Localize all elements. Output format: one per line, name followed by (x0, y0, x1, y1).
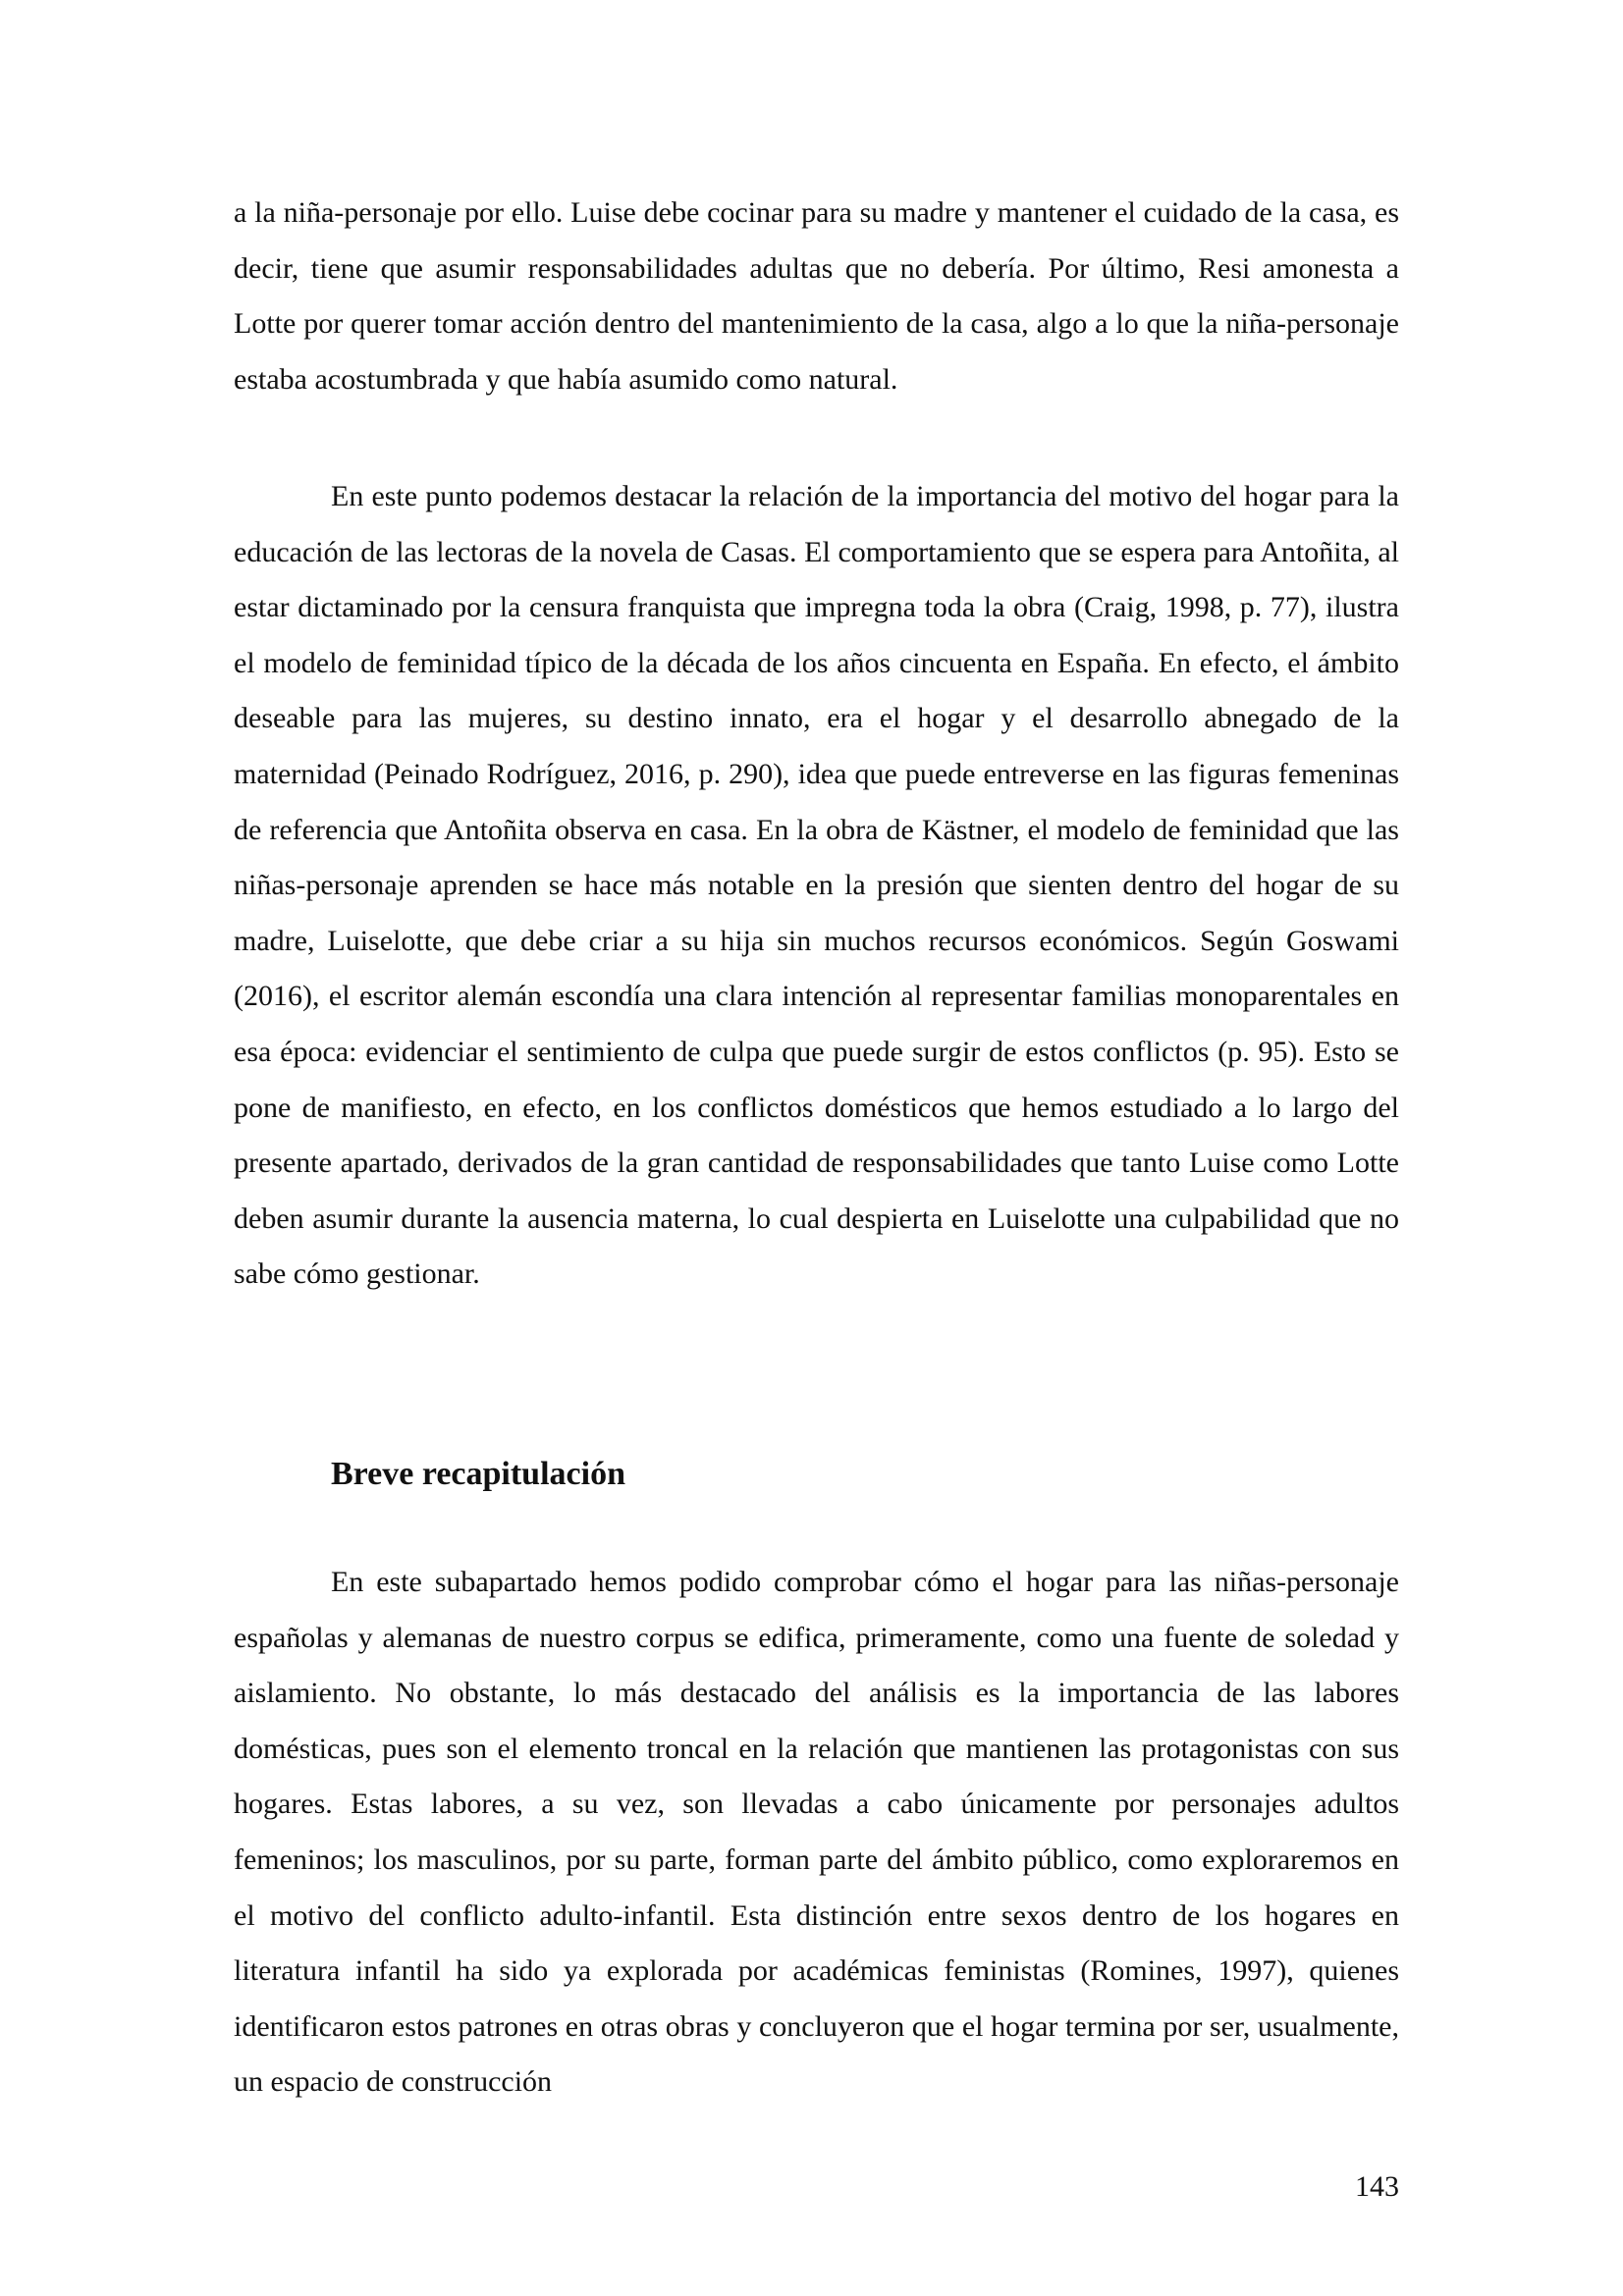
paragraph-recapitulacion: En este subapartado hemos podido comprobar cómo el hogar para las niñas-personaje españolas y alemanas de nuestro corpus se edifica, primeramente, como una fuente de soledad y aislamiento. No obstante, lo más destacado del análisis es la importancia de las labores domésticas, pues son el elemento troncal en la relación que mantienen las protagonistas con sus hogares. Estas labores, a su vez, son llevadas a cabo únicamente por personajes adultos femeninos; los masculinos, por su parte, forman parte del ámbito público, como exploraremos en el motivo del conflicto adulto-infantil. Esta distinción entre sexos dentro de los hogares en literatura infantil ha sido ya explorada por académicas feministas (Romines, 1997), quienes identificaron estos patrones en otras obras y concluyeron que el hogar termina por ser, usualmente, un espacio de construcción (234, 1566, 1399, 2099)
page-number: 143 (1355, 2170, 1399, 2203)
paragraph-continuation: a la niña-personaje por ello. Luise debe cocinar para su madre y mantener el cuidado de la casa, es decir, tiene que asumir responsabilidades adultas que no debería. Por último, Resi amonesta a Lotte por querer tomar acción dentro del mantenimiento de la casa, algo a lo que la niña-personaje estaba acostumbrada y que había asumido como natural. (234, 196, 1399, 396)
section-heading: Breve recapitulación (331, 1456, 625, 1492)
paragraph-hogar-educacion: En este punto podemos destacar la relación de la importancia del motivo del hogar para la educación de las lectoras de la novela de Casas. El comportamiento que se espera para Antoñita, al estar dictaminado por la censura franquista que impregna toda la obra (Craig, 1998, p. 77), ilustra el modelo de feminidad típico de la década de los años cincuenta en España. En efecto, el ámbito deseable para las mujeres, su destino innato, era el hogar y el desarrollo abnegado de la maternidad (Peinado Rodríguez, 2016, p. 290), idea que puede entreverse en las figuras femeninas de referencia que Antoñita observa en casa. En la obra de Kästner, el modelo de feminidad que las niñas-personaje aprenden se hace más notable en la presión que sienten dentro del hogar de su madre, Luiselotte, que debe criar a su hija sin muchos recursos económicos. Según Goswami (2016), el escritor alemán escondía una clara intención al representar familias monoparentales en esa época: evidenciar el sentimiento de culpa que puede surgir de estos conflictos (p. 95). Esto se pone de manifiesto, en efecto, en los conflictos domésticos que hemos estudiado a lo largo del presente apartado, derivados de la gran cantidad de responsabilidades que tanto Luise como Lotte deben asumir durante la ausencia materna, lo cual despierta en Luiselotte una culpabilidad que no sabe cómo gestionar. (234, 480, 1399, 1291)
